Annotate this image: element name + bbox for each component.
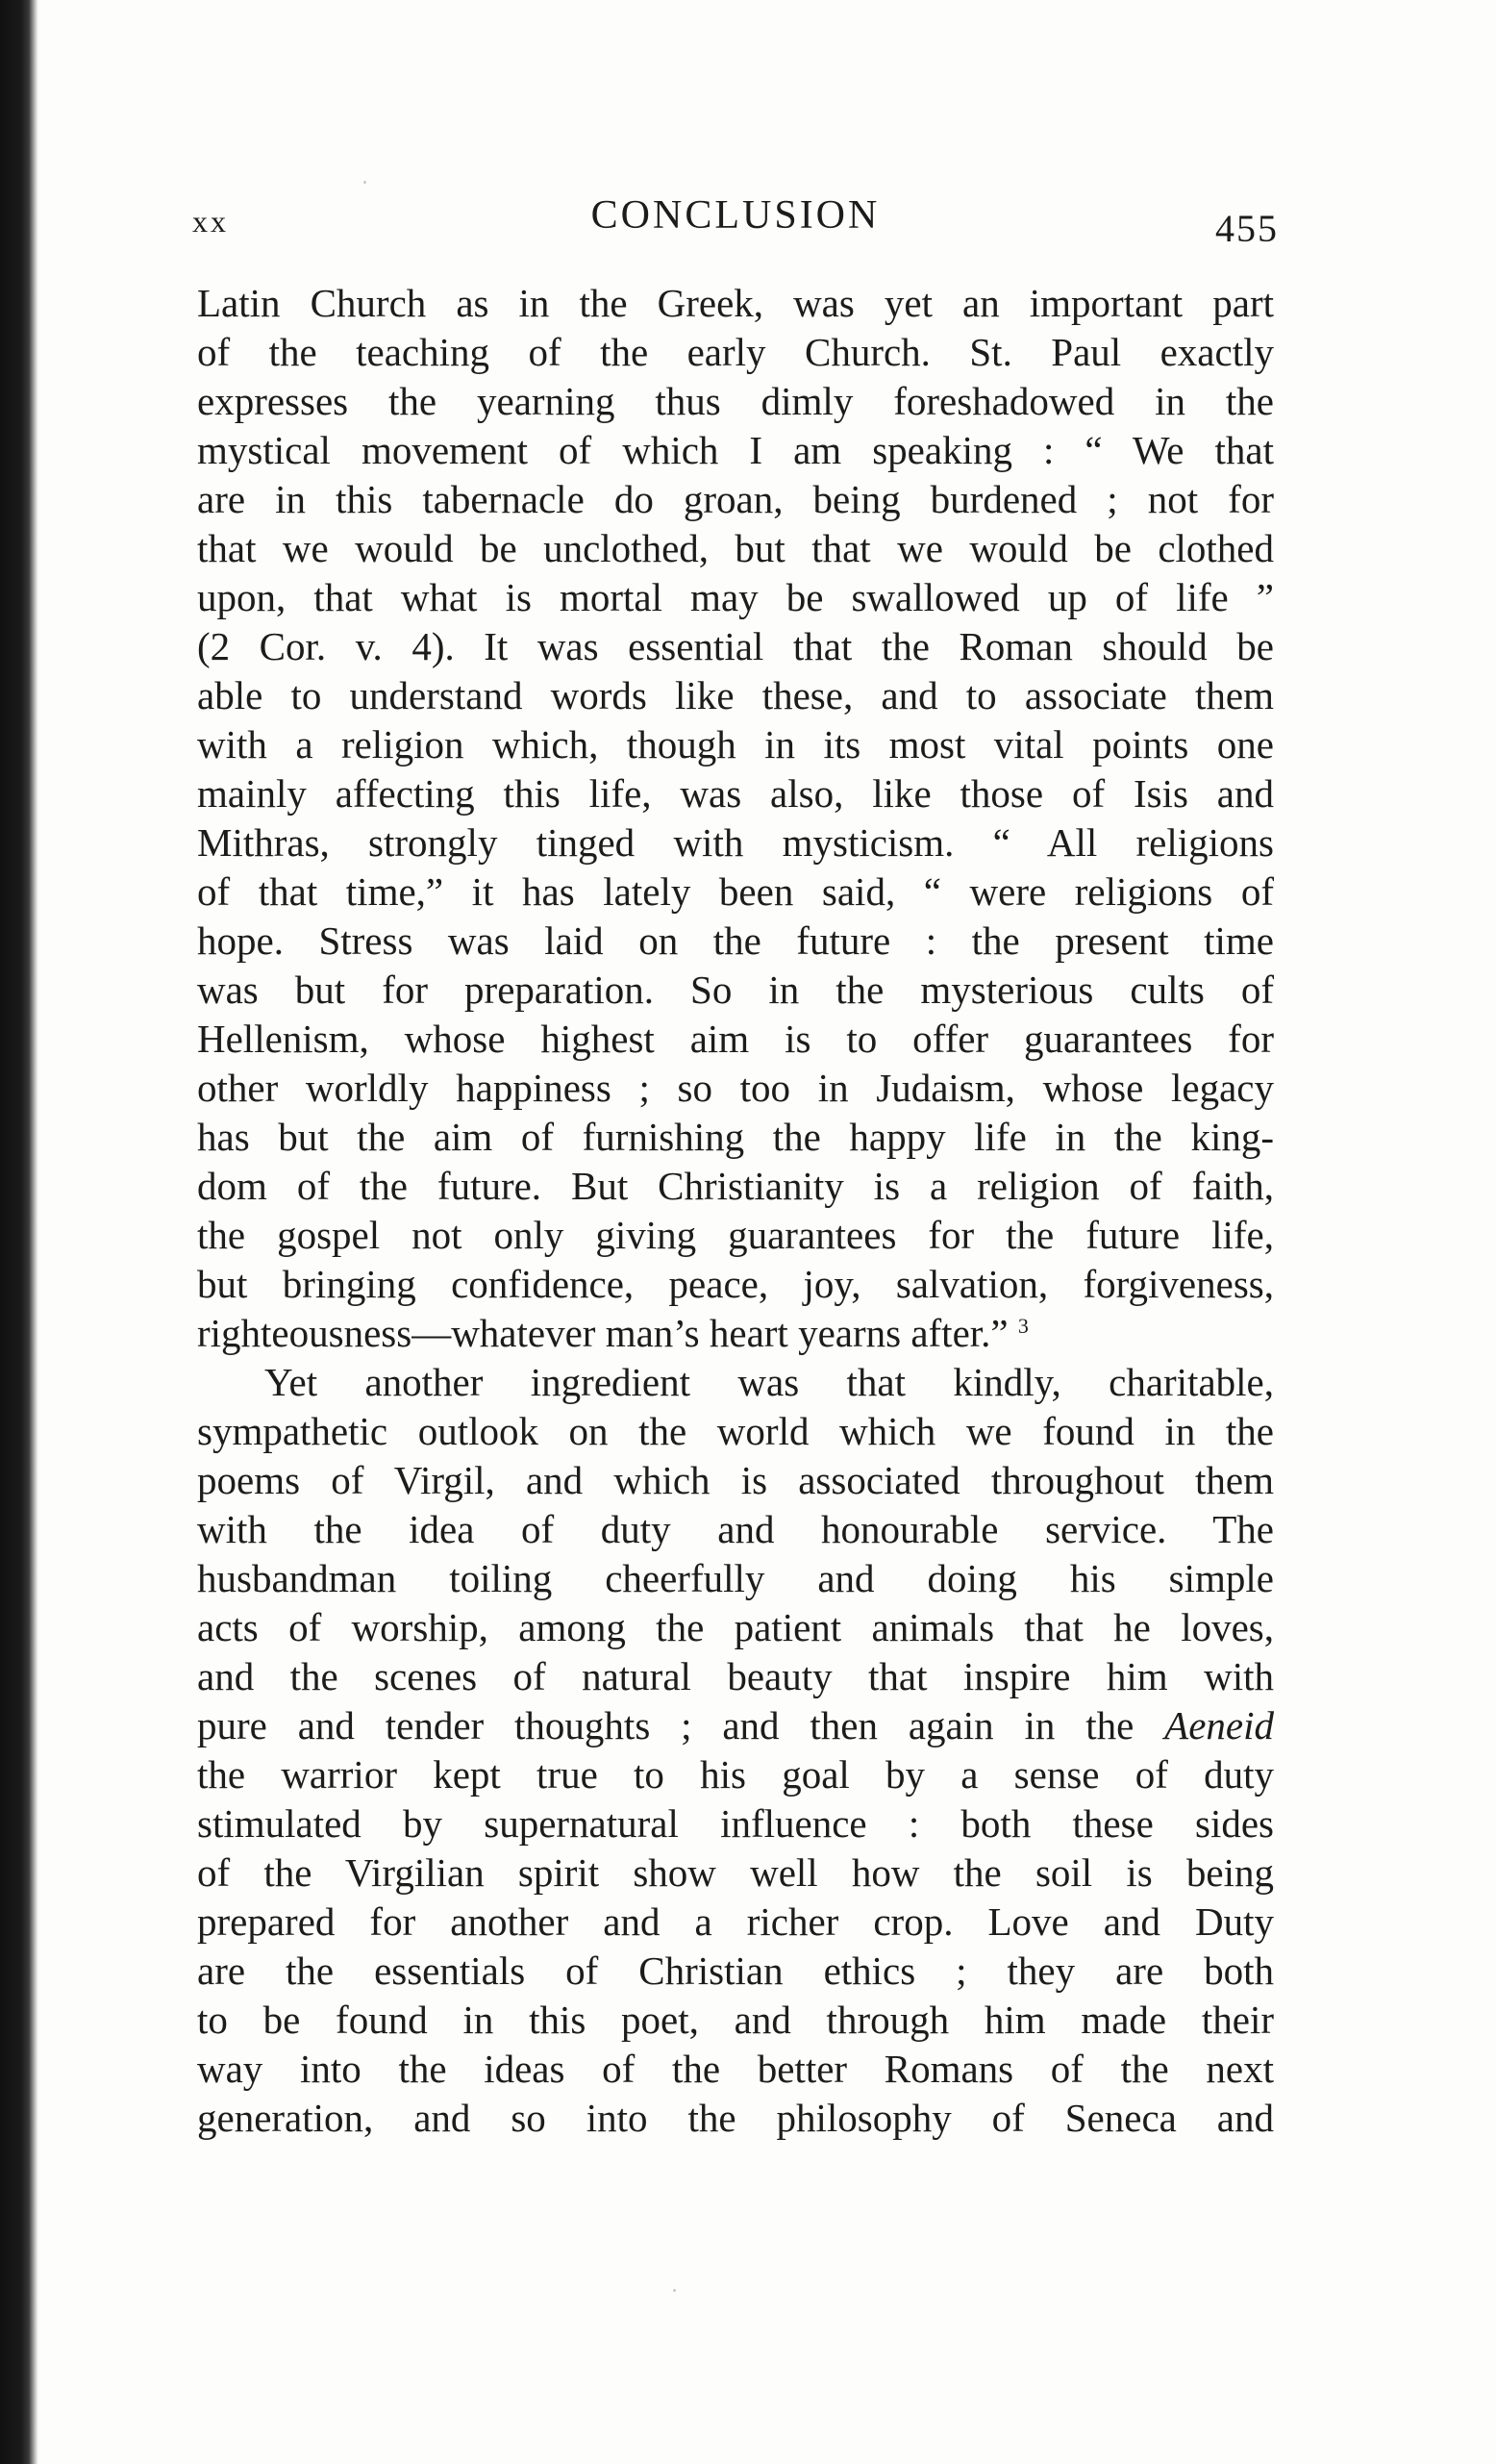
paper-speck	[673, 2289, 676, 2292]
text-line: hope. Stress was laid on the future : the present time	[197, 918, 1274, 963]
italic-title: Aeneid	[1164, 1703, 1274, 1747]
text-line-content: pure and tender thoughts ; and then again in the	[197, 1703, 1134, 1747]
text-line: sympathetic outlook on the world which we found in the	[197, 1409, 1274, 1453]
text-line	[197, 1701, 1274, 1750]
text-line: husbandman toiling cheerfully and doing his simple	[197, 1556, 1274, 1600]
text-line: poems of Virgil, and which is associated throughout them	[197, 1458, 1274, 1502]
text-line: acts of worship, among the patient animals that he loves,	[197, 1605, 1274, 1649]
text-line: able to understand words like these, and to associate them	[197, 673, 1274, 717]
text-line: prepared for another and a richer crop. Love and Duty	[197, 1899, 1274, 1944]
text-line: mystical movement of which I am speaking : “ We that	[197, 428, 1274, 472]
body-text	[197, 279, 1274, 2143]
chapter-title: CONCLUSION	[590, 193, 881, 238]
text-line: of the Virgilian spirit show well how the soil is being	[197, 1850, 1274, 1895]
text-line: way into the ideas of the better Romans of the next	[197, 2047, 1274, 2091]
text-line: of that time,” it has lately been said, “ were religions of	[197, 869, 1274, 914]
text-line: has but the aim of furnishing the happy life in the king-	[197, 1115, 1274, 1159]
running-header	[192, 192, 1279, 250]
text-line-content: righteousness—whatever man’s heart yearns after.”	[197, 1311, 1009, 1355]
book-binding-edge	[0, 0, 38, 2464]
text-line: upon, that what is mortal may be swallowed up of life ”	[197, 575, 1274, 619]
paragraph	[197, 279, 1274, 1358]
text-line: of the teaching of the early Church. St. Paul exactly	[197, 330, 1274, 374]
text-line: are the essentials of Christian ethics ; they are both	[197, 1949, 1274, 1993]
text-line: dom of the future. But Christianity is a religion of faith,	[197, 1164, 1274, 1208]
text-line: expresses the yearning thus dimly foreshadowed in the	[197, 379, 1274, 423]
page-number: 455	[1215, 207, 1279, 250]
paragraph	[197, 1358, 1274, 2143]
text-line: Mithras, strongly tinged with mysticism. “ All religions	[197, 820, 1274, 865]
text-line: Hellenism, whose highest aim is to offer guarantees for	[197, 1017, 1274, 1061]
text-line: but bringing confidence, peace, joy, salvation, forgiveness,	[197, 1262, 1274, 1306]
text-line: that we would be unclothed, but that we would be clothed	[197, 526, 1274, 570]
chapter-number: xx	[192, 204, 229, 239]
text-line: Latin Church as in the Greek, was yet an important part	[197, 281, 1274, 325]
footnote-marker: 3	[1017, 1314, 1029, 1338]
paper-speck	[363, 181, 366, 184]
text-line: mainly affecting this life, was also, like those of Isis and	[197, 771, 1274, 816]
text-line: the gospel not only giving guarantees for the future life,	[197, 1213, 1274, 1257]
text-line: and the scenes of natural beauty that inspire him with	[197, 1654, 1274, 1698]
text-line: other worldly happiness ; so too in Judaism, whose legacy	[197, 1066, 1274, 1110]
text-line: stimulated by supernatural influence : both these sides	[197, 1801, 1274, 1846]
text-line: Yet another ingredient was that kindly, charitable,	[264, 1360, 1274, 1404]
text-line: (2 Cor. v. 4). It was essential that the Roman should be	[197, 624, 1274, 668]
text-line: with the idea of duty and honourable service. The	[197, 1507, 1274, 1551]
text-line	[197, 1309, 1274, 1358]
text-line: are in this tabernacle do groan, being burdened ; not for	[197, 477, 1274, 521]
text-line: with a religion which, though in its most vital points one	[197, 722, 1274, 767]
text-line: to be found in this poet, and through him made their	[197, 1998, 1274, 2042]
text-line: the warrior kept true to his goal by a sense of duty	[197, 1752, 1274, 1797]
text-line: generation, and so into the philosophy of Seneca and	[197, 2096, 1274, 2140]
text-line: was but for preparation. So in the mysterious cults of	[197, 968, 1274, 1012]
